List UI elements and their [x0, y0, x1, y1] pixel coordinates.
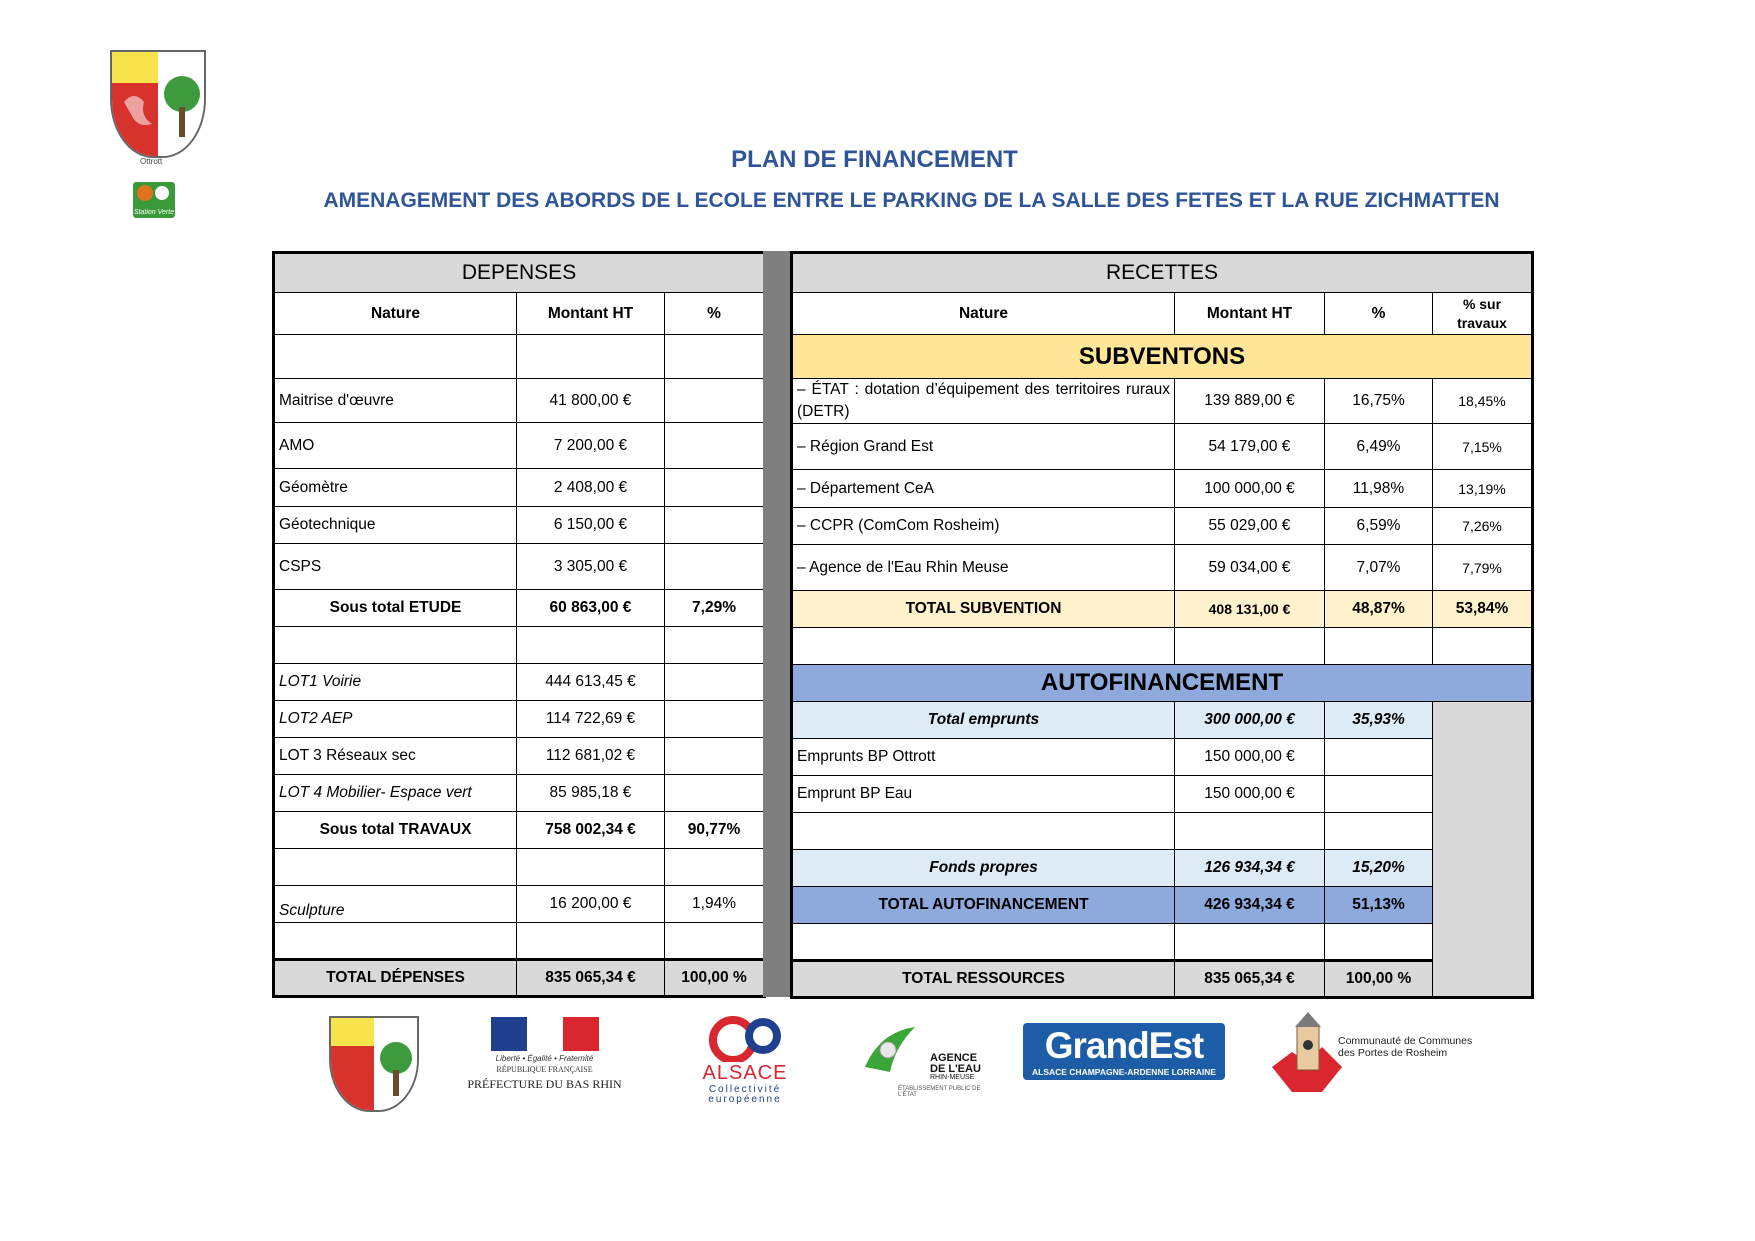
cell-pct: 16,75% — [1325, 379, 1433, 424]
prefecture-motto: Liberté • Égalité • Fraternité — [495, 1054, 594, 1063]
cell-nature: – Agence de l'Eau Rhin Meuse — [792, 545, 1175, 591]
agence-caption: ÉTABLISSEMENT PUBLIC DE L'ÉTAT — [898, 1086, 981, 1098]
table-row — [792, 424, 1533, 470]
grandest-sub: ALSACE CHAMPAGNE-ARDENNE LORRAINE — [1031, 1067, 1216, 1077]
cell-nature: – CCPR (ComCom Rosheim) — [792, 508, 1175, 545]
table-row — [792, 545, 1533, 591]
alsace-sub2: européenne — [708, 1094, 782, 1105]
fonds-propres-row — [792, 850, 1533, 887]
total-subvention-row — [792, 591, 1533, 628]
cell-pct — [665, 664, 765, 701]
cell-nature: – ÉTAT : dotation d’équipement des territoires ruraux (DETR) — [792, 379, 1175, 424]
cell-nature — [274, 335, 517, 379]
cell-montant: 41 800,00 € — [517, 379, 665, 423]
cell-nature: Fonds propres — [792, 850, 1175, 887]
cell-pct — [665, 849, 765, 886]
cell-nature — [274, 923, 517, 960]
cell-montant: 150 000,00 € — [1175, 739, 1325, 776]
table-row — [274, 627, 765, 664]
subtotal-etude-row — [274, 590, 765, 627]
cell-pct-travaux: 53,84% — [1433, 591, 1533, 628]
cell-montant: 408 131,00 € — [1175, 591, 1325, 628]
depenses-table — [272, 251, 766, 998]
agence-eau-logo — [860, 1022, 990, 1098]
greyed-cell — [1433, 702, 1533, 998]
cell-montant: 2 408,00 € — [517, 469, 665, 507]
total-ressources-row — [792, 961, 1533, 998]
cell-nature: LOT 4 Mobilier- Espace vert — [274, 775, 517, 812]
cell-montant: 300 000,00 € — [1175, 702, 1325, 739]
alsace-cea-logo — [695, 1014, 795, 1104]
cell-pct — [665, 423, 765, 469]
grandest-name: GrandEst — [1044, 1025, 1204, 1066]
agence-line2: DE L'EAU — [930, 1063, 981, 1075]
table-row — [274, 738, 765, 775]
cell-pct: 6,59% — [1325, 508, 1433, 545]
town-label: Ottrott — [140, 157, 163, 166]
cell-pct-travaux: 13,19% — [1433, 470, 1533, 508]
cell-pct — [665, 507, 765, 544]
cell-pct — [665, 627, 765, 664]
cell-montant: 3 305,00 € — [517, 544, 665, 590]
cell-nature: – Région Grand Est — [792, 424, 1175, 470]
subtotal-travaux-row — [274, 812, 765, 849]
table-row — [274, 664, 765, 701]
cell-pct-travaux: 18,45% — [1433, 379, 1533, 424]
cell-montant: 126 934,34 € — [1175, 850, 1325, 887]
table-row — [274, 507, 765, 544]
cell-nature: Sous total ETUDE — [274, 590, 517, 627]
cell-montant: 150 000,00 € — [1175, 776, 1325, 813]
table-row — [792, 628, 1533, 665]
recettes-table — [790, 251, 1534, 999]
cell-nature: Emprunt BP Eau — [792, 776, 1175, 813]
ccpr-line2: des Portes de Rosheim — [1338, 1047, 1448, 1059]
cell-pct: 100,00 % — [665, 960, 765, 997]
ccpr-logo — [1262, 1007, 1492, 1097]
cell-nature: TOTAL SUBVENTION — [792, 591, 1175, 628]
cell-nature: Géotechnique — [274, 507, 517, 544]
table-row — [792, 813, 1533, 850]
table-row — [274, 701, 765, 738]
cell-montant: 54 179,00 € — [1175, 424, 1325, 470]
cell-montant: 758 002,34 € — [517, 812, 665, 849]
grand-est-logo — [1023, 1023, 1225, 1080]
cell-nature: Sous total TRAVAUX — [274, 812, 517, 849]
cell-nature — [274, 627, 517, 664]
table-row — [274, 423, 765, 469]
page-title: PLAN DE FINANCEMENT — [731, 146, 1018, 173]
cell-nature: TOTAL DÉPENSES — [274, 960, 517, 997]
cell-montant — [517, 849, 665, 886]
cell-pct — [665, 923, 765, 960]
table-separator — [763, 251, 790, 997]
cell-montant: 7 200,00 € — [517, 423, 665, 469]
alsace-name: ALSACE — [702, 1062, 788, 1084]
cell-montant: 114 722,69 € — [517, 701, 665, 738]
cell-nature: Sculpture — [274, 886, 517, 923]
agence-line1: AGENCE — [930, 1052, 978, 1064]
table-row — [792, 470, 1533, 508]
cell-nature: AMO — [274, 423, 517, 469]
table-row — [792, 379, 1533, 424]
total-emprunts-row — [792, 702, 1533, 739]
depenses-title: DEPENSES — [274, 253, 765, 293]
table-row — [274, 469, 765, 507]
col-pct: % — [1325, 293, 1433, 335]
cell-pct: 1,94% — [665, 886, 765, 923]
cell-nature: Total emprunts — [792, 702, 1175, 739]
cell-montant: 426 934,34 € — [1175, 887, 1325, 924]
page-subtitle: AMENAGEMENT DES ABORDS DE L ECOLE ENTRE LE PARKING DE LA SALLE DES FETES ET LA RUE ZICHMATTEN — [323, 189, 1500, 212]
cell-pct: 51,13% — [1325, 887, 1433, 924]
cell-montant: 444 613,45 € — [517, 664, 665, 701]
table-row — [792, 739, 1533, 776]
agence-line3: RHIN-MEUSE — [930, 1074, 975, 1081]
prefecture-republic: RÉPUBLIQUE FRANÇAISE — [496, 1065, 593, 1074]
cell-montant: 6 150,00 € — [517, 507, 665, 544]
cell-pct — [665, 379, 765, 423]
cell-pct-travaux: 7,79% — [1433, 545, 1533, 591]
cell-nature: LOT 3 Réseaux sec — [274, 738, 517, 775]
cell-pct — [665, 544, 765, 590]
autofinancement-title: AUTOFINANCEMENT — [792, 665, 1533, 702]
cell-montant: 100 000,00 € — [1175, 470, 1325, 508]
table-row — [792, 508, 1533, 545]
col-nature: Nature — [792, 293, 1175, 335]
cell-montant — [517, 923, 665, 960]
cell-pct-travaux: 7,26% — [1433, 508, 1533, 545]
cell-pct: 48,87% — [1325, 591, 1433, 628]
cell-montant: 112 681,02 € — [517, 738, 665, 775]
col-montant: Montant HT — [517, 293, 665, 335]
cell-pct: 100,00 % — [1325, 961, 1433, 998]
cell-pct: 35,93% — [1325, 702, 1433, 739]
table-row — [274, 379, 765, 423]
cell-nature: Emprunts BP Ottrott — [792, 739, 1175, 776]
cell-pct: 7,07% — [1325, 545, 1433, 591]
table-row — [792, 776, 1533, 813]
cell-nature: LOT2 AEP — [274, 701, 517, 738]
cell-montant — [517, 335, 665, 379]
col-pct: % — [665, 293, 765, 335]
subventions-title: SUBVENTONS — [792, 335, 1533, 379]
cell-pct — [665, 469, 765, 507]
col-montant: Montant HT — [1175, 293, 1325, 335]
cell-montant: 835 065,34 € — [517, 960, 665, 997]
cell-pct — [665, 775, 765, 812]
table-row — [274, 544, 765, 590]
prefecture-name: PRÉFECTURE DU BAS RHIN — [467, 1077, 622, 1091]
table-row — [274, 886, 765, 923]
cell-pct — [665, 335, 765, 379]
cell-pct: 15,20% — [1325, 850, 1433, 887]
cell-montant — [517, 627, 665, 664]
cell-pct — [665, 738, 765, 775]
col-pct-travaux: % sur travaux — [1433, 293, 1533, 335]
cell-pct: 90,77% — [665, 812, 765, 849]
cell-pct-travaux: 7,15% — [1433, 424, 1533, 470]
alsace-sub1: Collectivité — [708, 1084, 782, 1095]
cell-montant: 85 985,18 € — [517, 775, 665, 812]
cell-nature: Maitrise d'œuvre — [274, 379, 517, 423]
table-row — [274, 849, 765, 886]
cell-nature: – Département CeA — [792, 470, 1175, 508]
cell-pct: 11,98% — [1325, 470, 1433, 508]
cell-pct: 6,49% — [1325, 424, 1433, 470]
total-depenses-row — [274, 960, 765, 997]
cell-pct: 7,29% — [665, 590, 765, 627]
table-row — [792, 924, 1533, 961]
cell-montant: 55 029,00 € — [1175, 508, 1325, 545]
cell-nature: TOTAL RESSOURCES — [792, 961, 1175, 998]
col-nature: Nature — [274, 293, 517, 335]
prefecture-logo — [452, 1017, 637, 1092]
ccpr-line1: Communauté de Communes — [1338, 1035, 1473, 1047]
table-row — [274, 335, 765, 379]
table-row — [274, 923, 765, 960]
table-row — [274, 775, 765, 812]
cell-montant: 835 065,34 € — [1175, 961, 1325, 998]
cell-montant: 16 200,00 € — [517, 886, 665, 923]
cell-pct — [665, 701, 765, 738]
total-autofinancement-row — [792, 887, 1533, 924]
cell-nature — [274, 849, 517, 886]
cell-nature: LOT1 Voirie — [274, 664, 517, 701]
cell-nature: TOTAL AUTOFINANCEMENT — [792, 887, 1175, 924]
badge-label: Station Verte — [133, 209, 175, 216]
cell-montant: 59 034,00 € — [1175, 545, 1325, 591]
recettes-title: RECETTES — [792, 253, 1533, 293]
cell-montant: 139 889,00 € — [1175, 379, 1325, 424]
cell-montant: 60 863,00 € — [517, 590, 665, 627]
cell-nature: Géomètre — [274, 469, 517, 507]
cell-nature: CSPS — [274, 544, 517, 590]
